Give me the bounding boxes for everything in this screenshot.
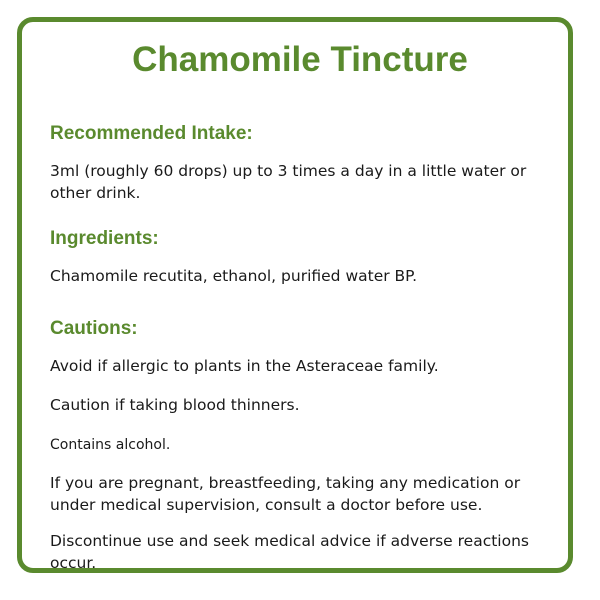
cautions-heading: Cautions: bbox=[50, 318, 138, 339]
caution-pregnancy: If you are pregnant, breastfeeding, taking any medication or under medical supervision, consult a doctor before use. bbox=[50, 474, 521, 514]
caution-discontinue: Discontinue use and seek medical advice if adverse reactions occur. bbox=[50, 532, 529, 572]
caution-allergy: Avoid if allergic to plants in the Asteraceae family. bbox=[50, 357, 439, 375]
caution-alcohol: Contains alcohol. bbox=[50, 437, 171, 453]
ingredients-heading: Ingredients: bbox=[50, 228, 159, 249]
ingredients-text: Chamomile recutita, ethanol, purified water BP. bbox=[50, 267, 418, 285]
intake-text: 3ml (roughly 60 drops) up to 3 times a day in a little water or other drink. bbox=[50, 162, 527, 202]
intake-heading: Recommended Intake: bbox=[50, 123, 253, 144]
page-title: Chamomile Tincture bbox=[132, 40, 468, 79]
caution-blood-thinners: Caution if taking blood thinners. bbox=[50, 396, 300, 414]
